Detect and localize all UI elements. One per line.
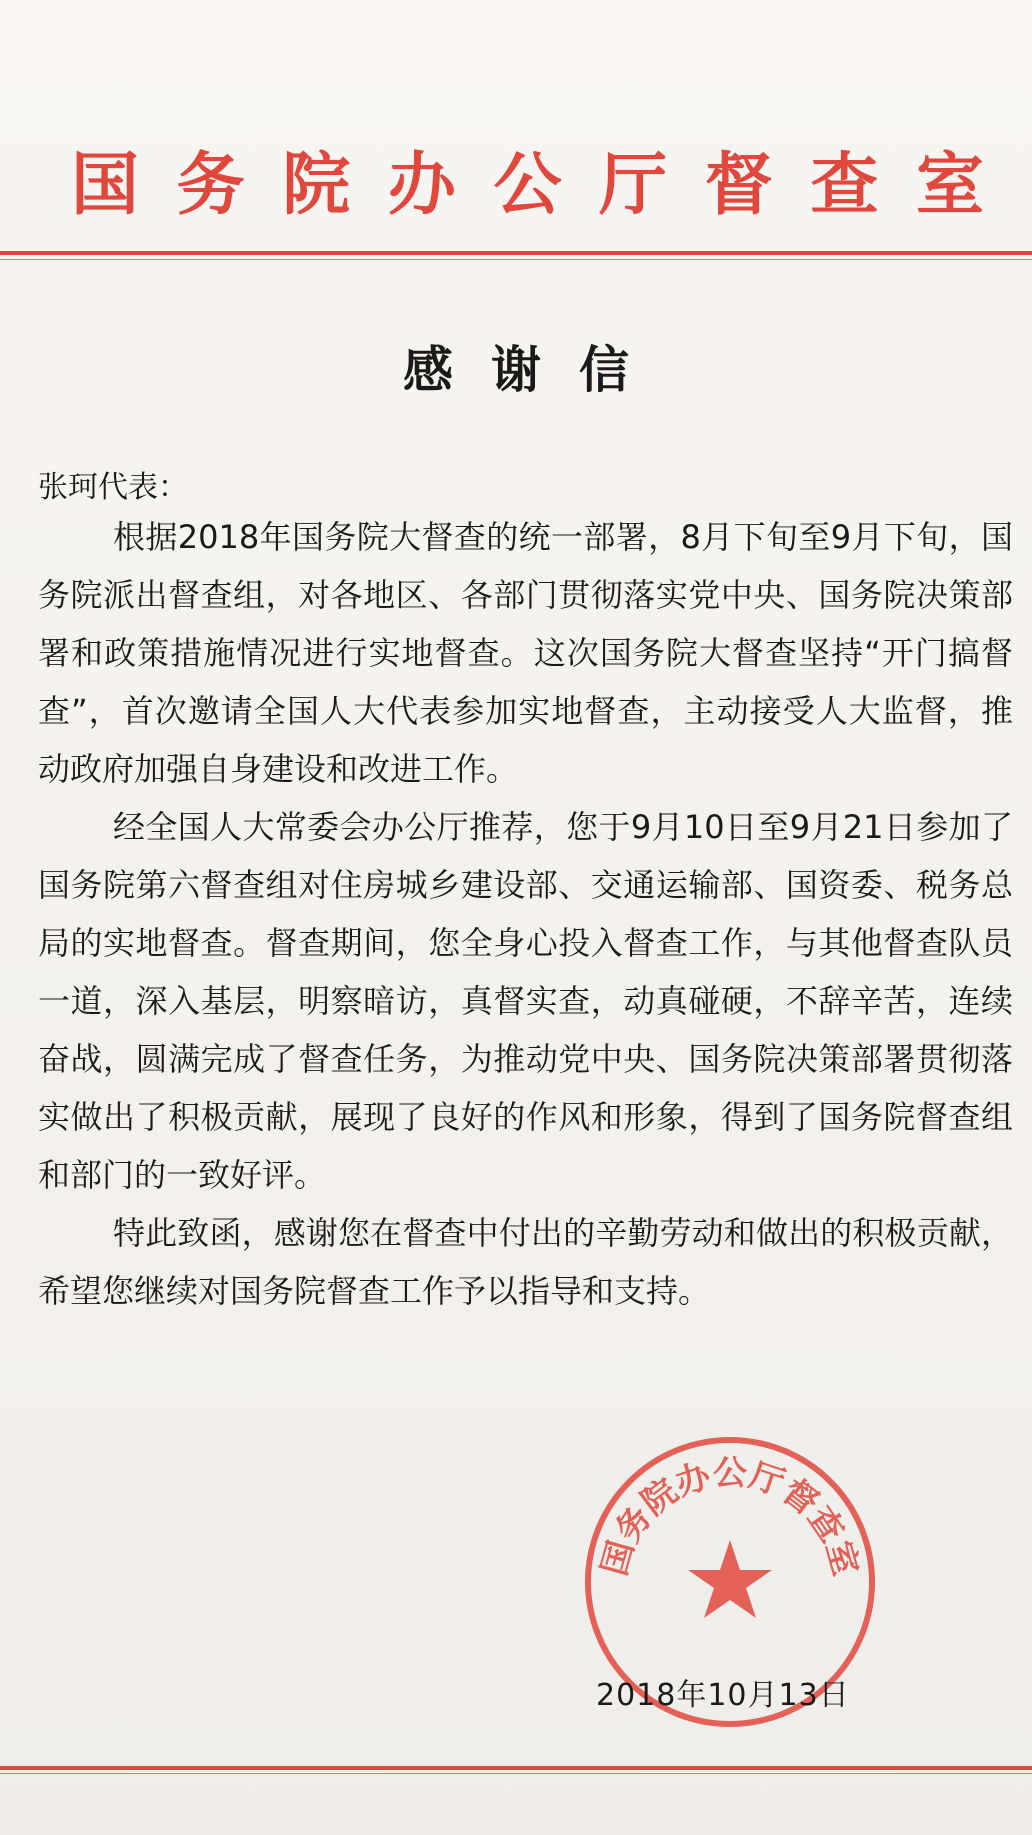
- body-paragraph: 根据2018年国务院大督查的统一部署，8月下旬至9月下旬，国务院派出督查组，对各地区、各部门贯彻落实党中央、国务院决策部署和政策措施情况进行实地督查。这次国务院大督查坚持“开门搞督查”，首次邀请全国人大代表参加实地督查，主动接受人大监督，推动政府加强自身建设和改进工作。: [38, 518, 1013, 788]
- letter-title: 感谢信: [403, 341, 667, 399]
- seal-text: 国务院办公厅督查室: [594, 1453, 866, 1581]
- top-red-rule-thin: [0, 259, 1032, 260]
- body-paragraph: 经全国人大常委会办公厅推荐，您于9月10日至9月21日参加了国务院第六督查组对住房城乡建设部、交通运输部、国资委、税务总局的实地督查。督查期间，您全身心投入督查工作，与其他督查队员一道，深入基层，明察暗访，真督实查，动真碰硬，不辞辛苦，连续奋战，圆满完成了督查任务，为推动党中央、国务院决策部署贯彻落实做出了积极贡献，展现了良好的作风和形象，得到了国务院督查组和部门的一致好评。: [38, 808, 1013, 1194]
- letter-date: 2018年10月13日: [596, 1678, 850, 1713]
- bottom-red-rule: [0, 1766, 1032, 1770]
- salutation: 张珂代表：: [38, 470, 188, 505]
- letter-body: [38, 508, 1013, 1320]
- letterhead-char: 院: [282, 145, 351, 225]
- letterhead-char: 督: [704, 145, 773, 225]
- letterhead-char: 厅: [599, 145, 668, 225]
- letterhead-char: 务: [176, 145, 245, 225]
- letterhead-title: [55, 138, 1000, 233]
- bottom-red-rule-thin: [0, 1773, 1032, 1774]
- letterhead-char: 国: [70, 145, 139, 225]
- top-red-rule: [0, 251, 1032, 255]
- star-icon: [688, 1540, 772, 1618]
- letterhead-char: 办: [387, 145, 456, 225]
- letterhead-char: 公: [493, 145, 562, 225]
- body-paragraph: 特此致函，感谢您在督查中付出的辛勤劳动和做出的积极贡献，希望您继续对国务院督查工作予以指导和支持。: [38, 1214, 1013, 1310]
- letterhead-char: 室: [915, 145, 984, 225]
- letterhead-char: 查: [810, 145, 879, 225]
